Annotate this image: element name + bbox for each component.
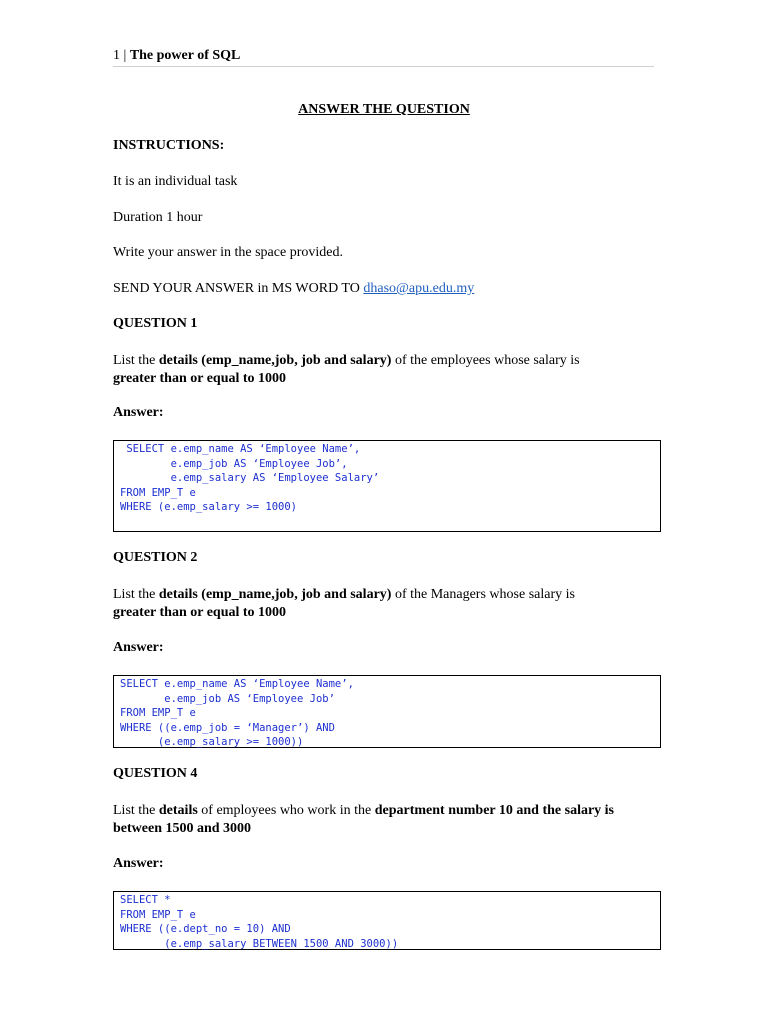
question-emphasis: details (emp_name,job, job and salary) (158, 587, 392, 602)
answer-label: Answer: (113, 856, 164, 871)
question-emphasis: between 1500 and 3000 (113, 821, 252, 836)
instruction-line: Duration 1 hour (113, 210, 203, 225)
header-title: The power of SQL (129, 48, 241, 63)
document-title: ANSWER THE QUESTION (298, 102, 470, 117)
answer-label: Answer: (113, 405, 164, 420)
page-number: 1 (113, 48, 120, 63)
code-line: SELECT * (120, 894, 171, 906)
answer-code-box[interactable] (113, 675, 661, 748)
instruction-line: It is an individual task (113, 174, 238, 189)
question-text-part: List the (113, 803, 159, 818)
question-text-part: of employees who work in the (197, 803, 375, 818)
send-instruction-text: SEND YOUR ANSWER in MS WORD TO (113, 281, 364, 296)
code-line: e.emp_job AS ‘Employee Job’ (120, 692, 335, 705)
question-emphasis: greater than or equal to 1000 (113, 371, 287, 386)
question-text-part: List the (113, 587, 159, 602)
code-line: e.emp_job AS ‘Employee Job’, (120, 457, 348, 470)
question-heading: QUESTION 1 (113, 316, 198, 331)
code-line: WHERE ((e.dept_no = 10) AND (120, 923, 291, 935)
code-line: (e.emp_salary >= 1000)) (120, 736, 304, 748)
question-emphasis: greater than or equal to 1000 (113, 605, 287, 620)
question-text (113, 587, 575, 603)
answer-code-box[interactable] (113, 440, 661, 532)
question-emphasis: details (emp_name,job, job and salary) (158, 353, 392, 368)
code-line: SELECT e.emp_name AS ‘Employee Name’, (120, 678, 354, 690)
question-text-part: of the employees whose salary is (391, 353, 580, 368)
question-heading: QUESTION 4 (113, 766, 198, 781)
code-line: WHERE (e.emp_salary >= 1000) (120, 501, 298, 513)
instructions-heading: INSTRUCTIONS: (113, 138, 225, 153)
question-text (113, 353, 580, 369)
question-text-part: List the (113, 353, 159, 368)
question-text-part: of the Managers whose salary is (391, 587, 575, 602)
code-line: FROM EMP_T e (120, 486, 196, 499)
page-header (113, 48, 240, 64)
instruction-line: Write your answer in the space provided. (113, 245, 343, 260)
question-emphasis: details (158, 803, 198, 818)
answer-label: Answer: (113, 640, 164, 655)
code-line: FROM EMP_T e (120, 908, 196, 921)
code-line: FROM EMP_T e (120, 707, 196, 719)
code-line: (e.emp_salary BETWEEN 1500 AND 3000)) (120, 937, 399, 950)
send-instruction (113, 281, 474, 297)
question-heading: QUESTION 2 (113, 550, 198, 565)
header-separator: | (123, 48, 127, 63)
code-line: WHERE ((e.emp_job = ‘Manager’) AND (120, 721, 335, 734)
answer-code-box[interactable] (113, 891, 661, 950)
email-link[interactable]: dhaso@apu.edu.my (363, 281, 475, 296)
code-line: SELECT e.emp_name AS ‘Employee Name’, (120, 443, 361, 455)
code-line: e.emp_salary AS ‘Employee Salary’ (120, 472, 380, 484)
question-emphasis: department number 10 and the salary is (374, 803, 615, 818)
question-text (113, 803, 614, 819)
header-divider (113, 66, 654, 67)
